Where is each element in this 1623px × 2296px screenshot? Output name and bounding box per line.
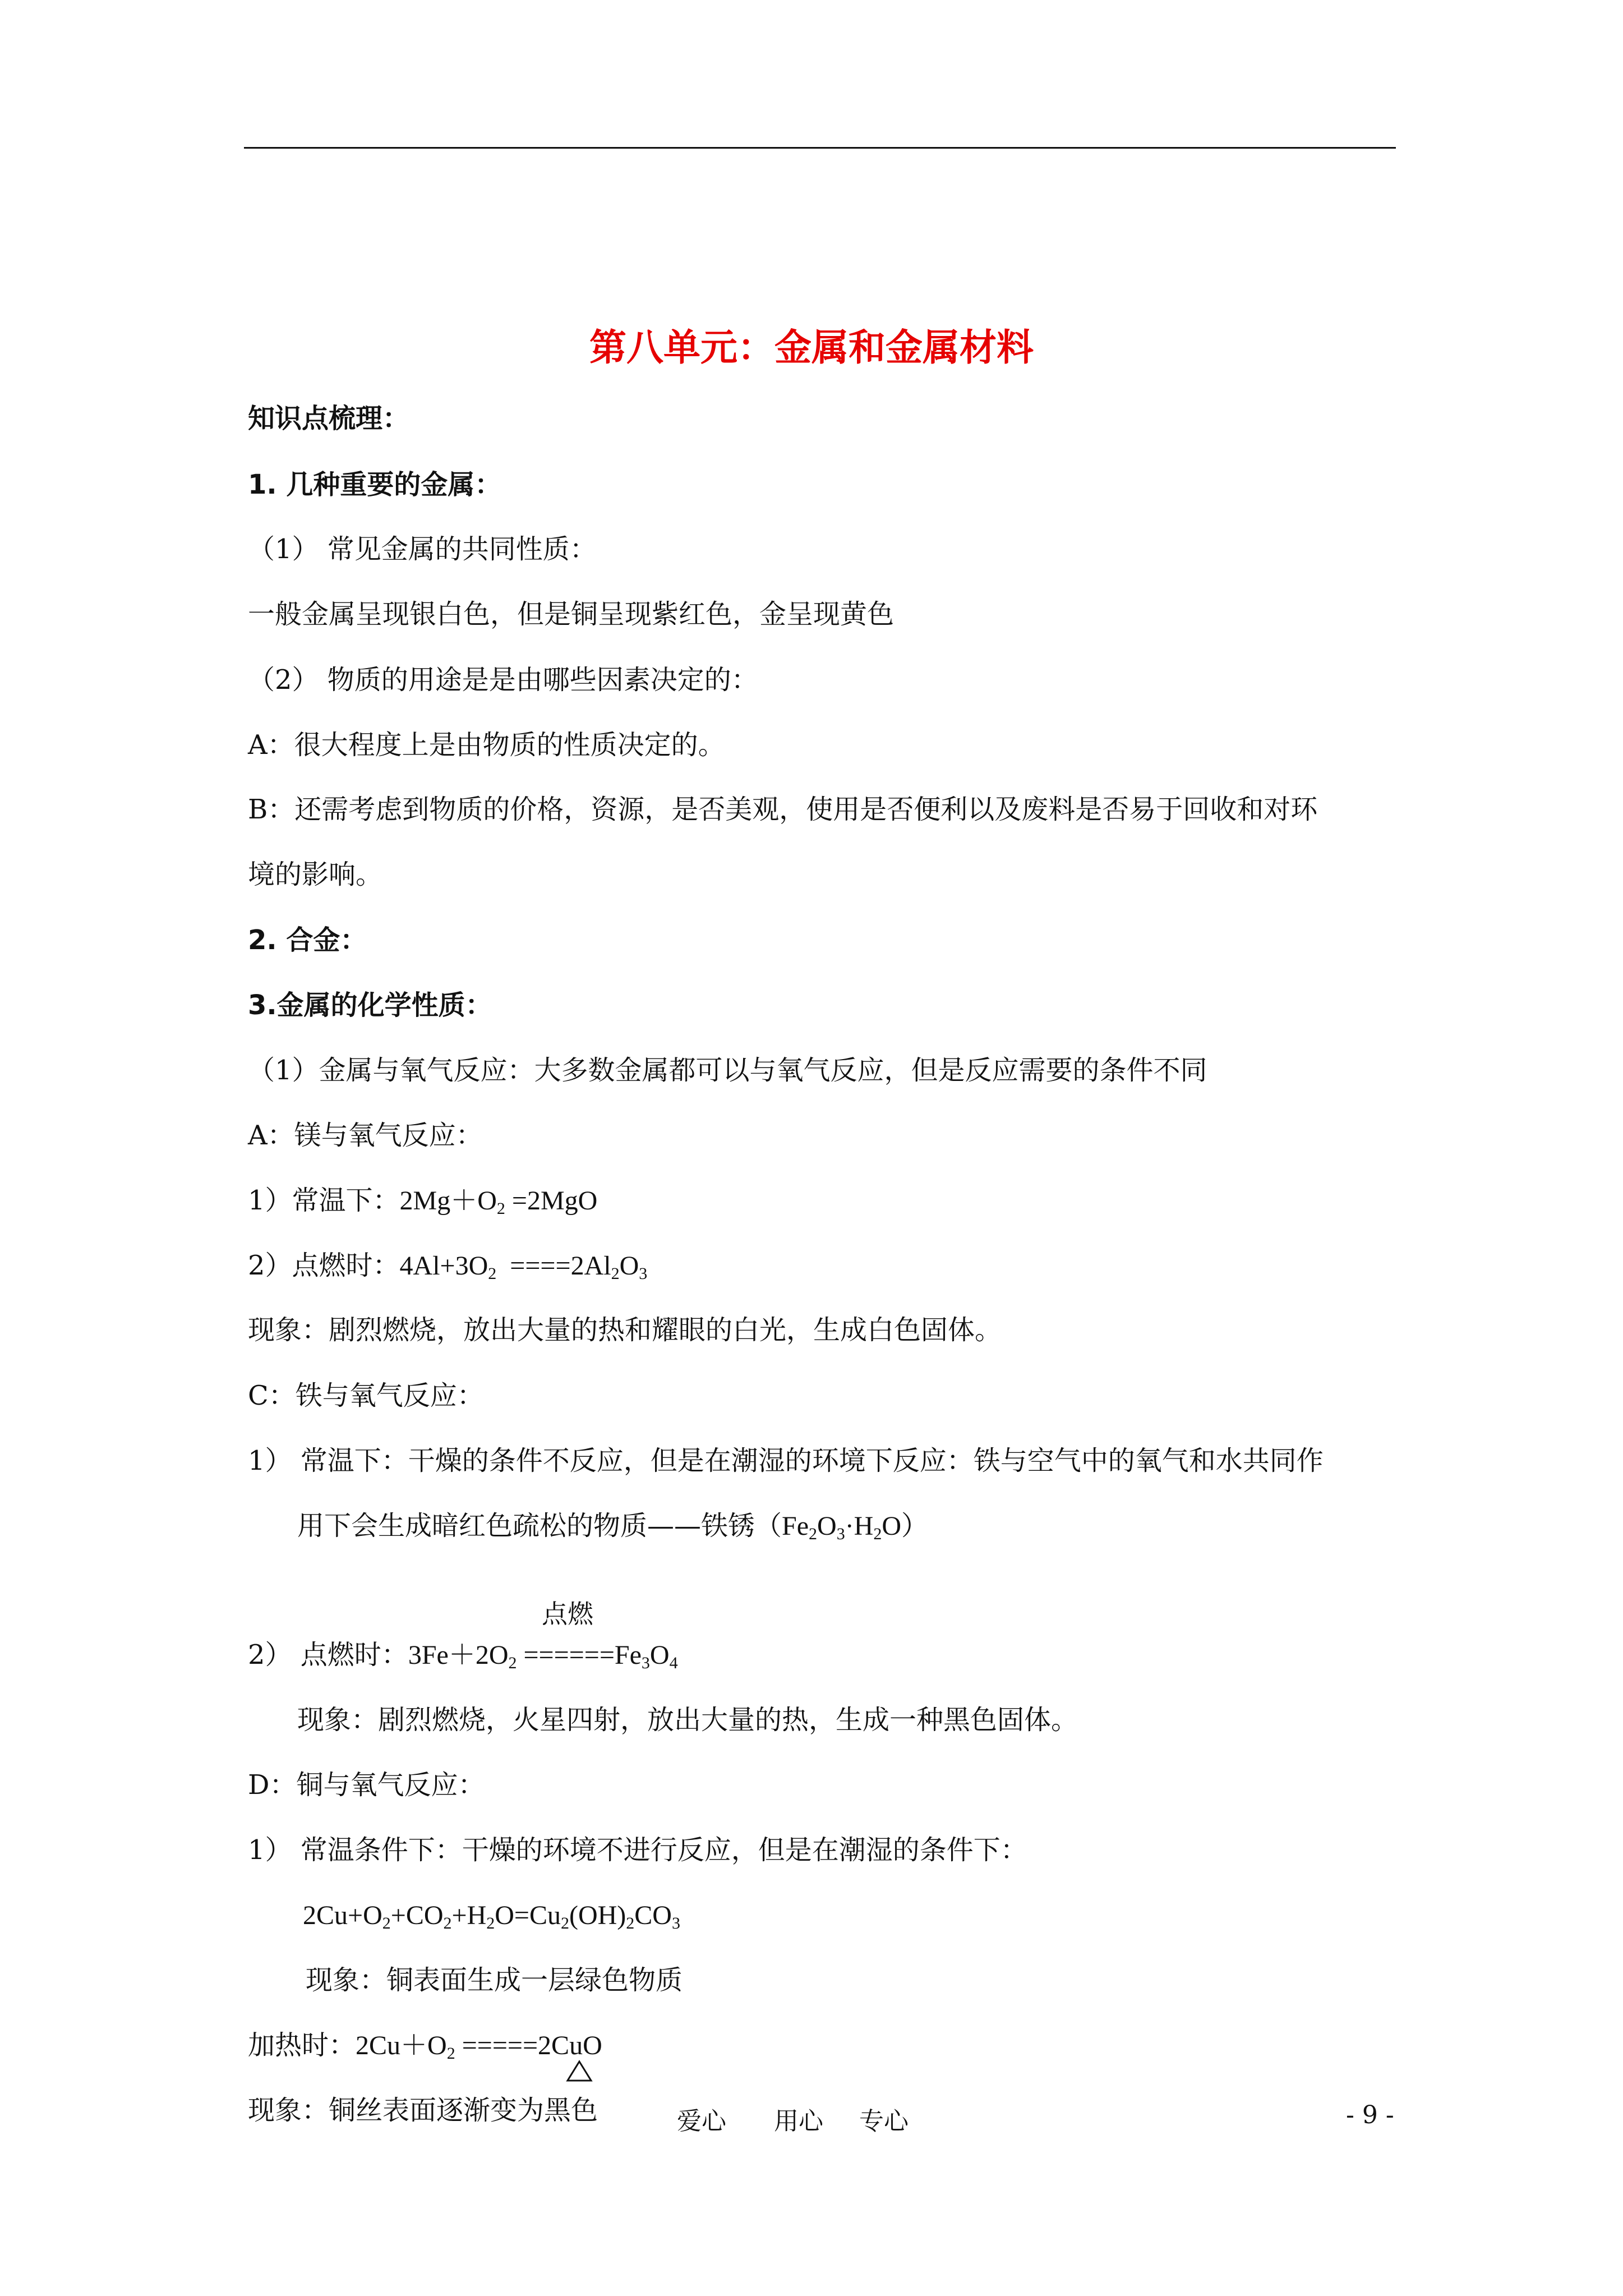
footer-text: 爱心 (677, 2107, 726, 2136)
text-line: B：还需考虑到物质的价格，资源，是否美观，使用是否便利以及废料是否易于回收和对环 (248, 794, 1318, 825)
heading-important-metals: 1. 几种重要的金属： (248, 469, 502, 500)
text-line: 用下会生成暗红色疏松的物质——铁锈$(Fe_2O_3\cdot H_2O)$ (297, 1510, 929, 1543)
heat-triangle-icon (566, 2060, 593, 2082)
text-line: 1） 常温下：干燥的条件不反应，但是在潮湿的环境下反应：铁与空气中的氧气和水共同作 (248, 1445, 1324, 1476)
text-line: A：镁与氧气反应： (248, 1120, 483, 1151)
equation-line: 2）点燃时：$4Al+3O_2 ====2Al_2O_3$ (248, 1250, 648, 1283)
text-line: 1） 常温条件下：干燥的环境不进行反应，但是在潮湿的条件下： (248, 1834, 1027, 1866)
text-line: D：铜与氧气反应： (248, 1769, 485, 1801)
page-number: - 9 - (1346, 2101, 1394, 2129)
text-line: （1）金属与氧气反应：大多数金属都可以与氧气反应，但是反应需要的条件不同 (248, 1055, 1207, 1086)
header-rule (244, 147, 1396, 149)
footer-text: 专心 (859, 2107, 909, 2136)
equation-line: 1）常温下：$2Mg+O_2 =2MgO$ (248, 1185, 598, 1218)
page-title: 第八单元：金属和金属材料 (589, 326, 1034, 369)
footer-text: 用心 (774, 2107, 823, 2136)
section-heading: 知识点梳理： (248, 403, 410, 434)
text-line: A：很大程度上是由物质的性质决定的。 (248, 729, 725, 761)
equation-line: $2Cu+O_2+CO_2+H_2O=Cu_2(OH)_2CO_3$ (303, 1901, 680, 1932)
text-line: （1） 常见金属的共同性质： (248, 533, 597, 565)
text-line: 现象：铜表面生成一层绿色物质 (306, 1964, 683, 1996)
text-line: 现象：剧烈燃烧，放出大量的热和耀眼的白光，生成白色固体。 (248, 1314, 1002, 1346)
heading-alloy: 2. 合金： (248, 924, 367, 956)
text-line: C：铁与氧气反应： (248, 1380, 484, 1411)
equation-line: 2） 点燃时：$3Fe+2O_2 ======Fe_3O_4$ (248, 1639, 678, 1672)
text-line: 现象：剧烈燃烧，火星四射，放出大量的热，生成一种黑色固体。 (297, 1704, 1078, 1736)
heading-chemical-properties: 3.金属的化学性质： (248, 990, 492, 1021)
equation-line: 加热时：$2Cu+O_2 =====2CuO$ (248, 2030, 602, 2063)
text-line: 现象：铜丝表面逐渐变为黑色 (248, 2095, 598, 2126)
reaction-condition: 点燃 (542, 1599, 593, 1629)
text-line: 境的影响。 (248, 859, 383, 890)
text-line: 一般金属呈现银白色，但是铜呈现紫红色，金呈现黄色 (248, 599, 895, 630)
text-line: （2） 物质的用途是是由哪些因素决定的： (248, 664, 758, 696)
